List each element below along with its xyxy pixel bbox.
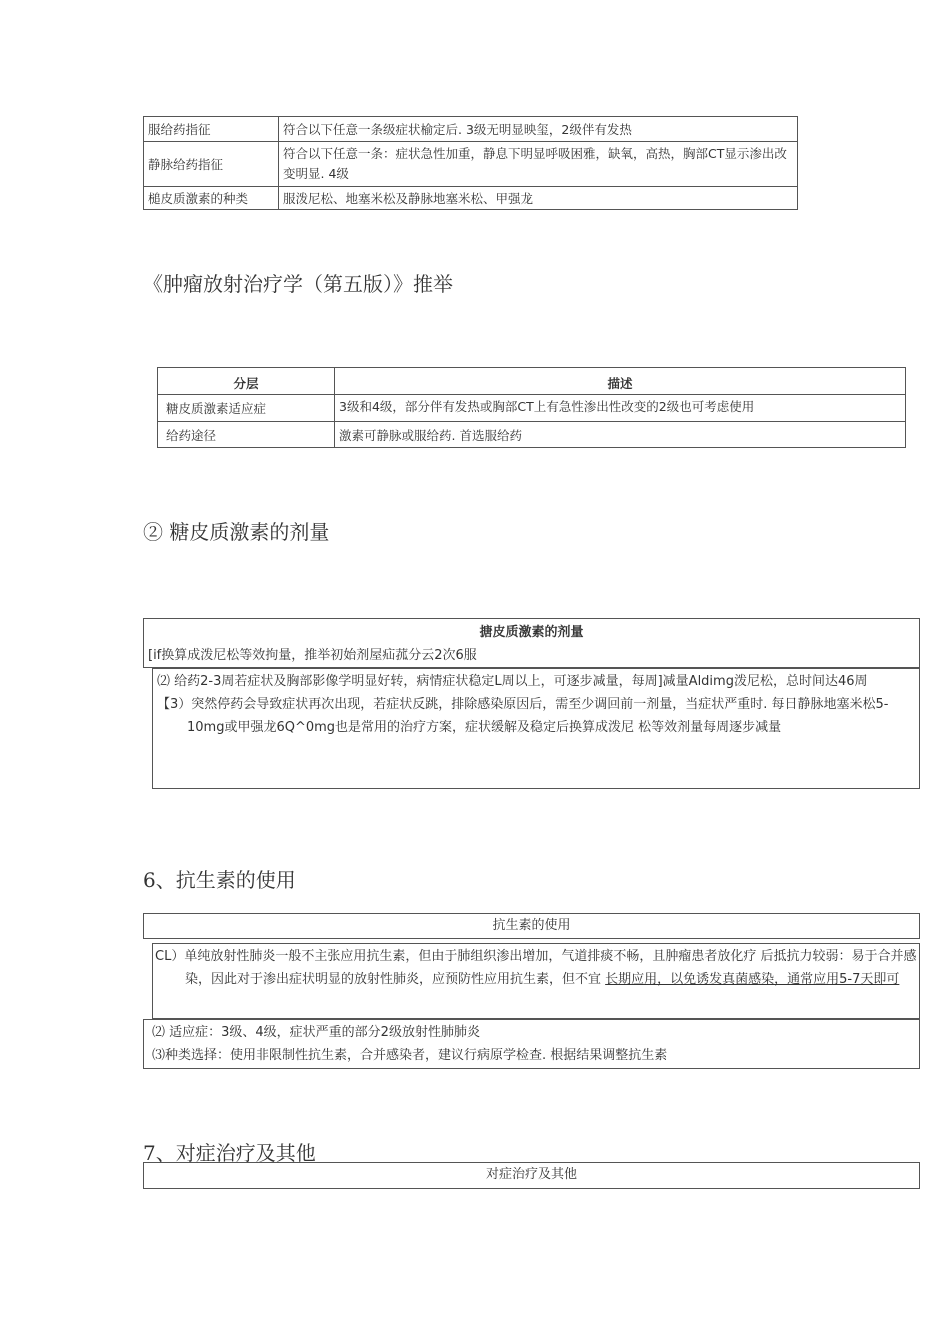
antibiotic-item-1-underlined: 长期应用，以免诱发真菌感染，通常应用5-7天即可: [605, 972, 900, 987]
indication-table: [143, 116, 798, 210]
stratification-table: [157, 367, 906, 448]
dose-item-3: 【3）突然停药会导致症状再次出现，若症状反跳，排除感染原因后，需至少调回前一剂量，当症状严重时. 每日静脉地塞米松5-10mg或甲强龙6Q^0mg也是常用的治疗方案，症状缓解及稳定后换算成泼尼 松等效剂量每周逐步减量: [157, 697, 889, 735]
table-cell-label: 服给药指征: [144, 117, 279, 142]
table-row: [144, 117, 798, 142]
table-row: [158, 395, 906, 422]
section-heading-book: 《肿瘤放射治疗学（第五版）》推举: [143, 272, 453, 296]
table-row: [158, 422, 906, 448]
antibiotic-box-rest: [143, 1019, 920, 1069]
symptomatic-box-title: 对症治疗及其他: [143, 1162, 920, 1189]
table-cell-value: 服泼尼松、地塞米松及静脉地塞米松、甲强龙: [279, 187, 798, 210]
table-cell-label: 静脉给药指征: [144, 142, 279, 187]
table-header-row: [158, 368, 906, 395]
antibiotic-box-item1: [152, 943, 920, 1019]
table-row: [144, 142, 798, 187]
table-cell-value: 符合以下任意一条级症状榆定后. 3级无明显映玺，2级伴有发热: [279, 117, 798, 142]
table-cell-value: 3级和4级，部分伴有发热或胸部CT上有急性渗出性改变的2级也可考虑使用: [335, 395, 906, 422]
table-row: [144, 187, 798, 210]
table-cell-label: 槌皮质激素的种类: [144, 187, 279, 210]
table-cell-value: 激素可静脉或服给药. 首选服给药: [335, 422, 906, 448]
dose-box-body: [152, 668, 920, 789]
section-heading-symptomatic: 7、对症治疗及其他: [143, 1141, 316, 1165]
antibiotic-item-1: [155, 945, 917, 991]
dose-item-2: ⑵ 给药2-3周若症状及胸部影像学明显好转，病情症状稳定L周以上，可逐步减量，每周]减量Aldimg泼尼松，总时间达46周: [157, 674, 868, 689]
antibiotic-item-3: ⑶种类选择：使用非限制性抗生素，合并感染者，建议行病原学检查. 根据结果调整抗生素: [152, 1048, 668, 1063]
dose-line-1: [if换算成泼尼松等效拘量，推举初始剂屋疝菰分云2次6服: [148, 648, 477, 663]
table-cell-label: 糖皮质激素适应症: [158, 395, 335, 422]
table-cell-value: 符合以下任意一条：症状急性加重，静息下明显呼吸困雅，缺氧，高热，胸部CT显示渗出改变明显. 4级: [279, 142, 798, 187]
antibiotic-item-1-text: CL）单纯放射性肺炎一般不主张应用抗生素，但由于肺组织渗出增加，气道排痰不畅，且肿瘤患者放化疗 后抵抗力较弱：易于合并感染，因此对于渗出症状明显的放射性肺炎，应预防性应用抗生素，但不宜: [155, 949, 917, 987]
section-heading-dose: ② 糖皮质激素的剂量: [143, 520, 330, 544]
dose-box-title: 搪皮质激素的剂量: [479, 625, 584, 640]
table-cell-label: 给药途径: [158, 422, 335, 448]
table-header-layer: 分层: [158, 368, 335, 395]
table-header-description: 描述: [335, 368, 906, 395]
dose-box-top: [143, 618, 920, 668]
antibiotic-box-title: 抗生素的使用: [143, 913, 920, 939]
section-heading-antibiotic: 6、抗生素的使用: [143, 868, 296, 892]
antibiotic-item-2: ⑵ 适应症：3级、4级，症状严重的部分2级放射性肺肺炎: [152, 1025, 480, 1040]
